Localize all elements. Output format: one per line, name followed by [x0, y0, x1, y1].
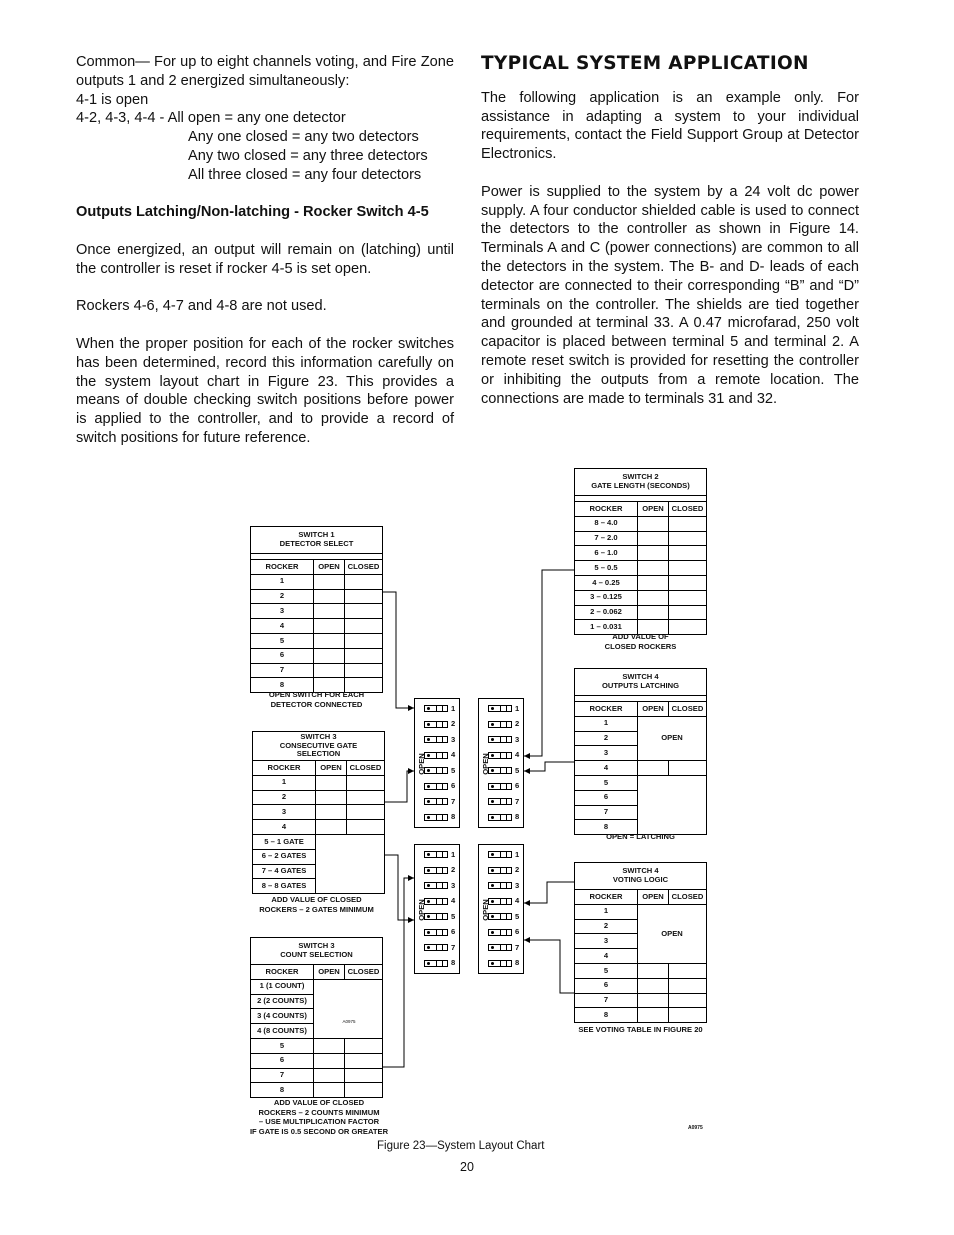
- switch2-note: ADD VALUE OF CLOSED ROCKERS: [604, 632, 677, 651]
- rocker-number: 1: [451, 703, 456, 713]
- rocker-number: 7: [451, 942, 456, 952]
- table-row: 3: [575, 746, 707, 761]
- switch2-col-rocker: ROCKER: [575, 502, 638, 517]
- table-row: 2 – 0.062: [575, 605, 707, 620]
- rocker-tab-icon: [500, 815, 507, 820]
- rocker-tab-icon: [436, 868, 443, 873]
- rocker-number: 8: [451, 958, 456, 967]
- table-row: 2: [575, 731, 707, 746]
- rocker-dot-icon: [427, 869, 430, 872]
- rocker-tab-icon: [436, 899, 443, 904]
- rocker-number: 7: [451, 796, 456, 806]
- rocker-switch-3[interactable]: [488, 882, 512, 889]
- rocker-dot-icon: [491, 869, 494, 872]
- figure-code: A0975: [688, 1125, 703, 1131]
- figure-caption: Figure 23—System Layout Chart: [377, 1140, 545, 1152]
- rocker-switch-8[interactable]: [488, 814, 512, 821]
- rocker-dot-icon: [491, 769, 494, 772]
- table-row: 5: [575, 775, 707, 790]
- dip-open-label: OPEN: [417, 753, 426, 775]
- table-row: 8 – 4.0: [575, 516, 707, 531]
- rocker-tab-icon: [500, 945, 507, 950]
- table-row: 4 – 0.25: [575, 575, 707, 590]
- rocker-tab-icon: [500, 852, 507, 857]
- rocker-switch-1[interactable]: [424, 705, 448, 712]
- rocker-switch-2[interactable]: [424, 867, 448, 874]
- switch3a-col-closed: CLOSED: [347, 761, 385, 776]
- rocker-dot-icon: [491, 946, 494, 949]
- line-any-two: Any two closed = any three detectors: [188, 147, 428, 164]
- switch2-subtitle: GATE LENGTH (SECONDS): [591, 481, 690, 490]
- rocker-number: 5: [451, 911, 456, 921]
- line-4-2: 4-2, 4-3, 4-4 - All open = any one detector: [76, 110, 346, 127]
- table-row: 1: [253, 775, 385, 790]
- rocker-tab-icon: [436, 883, 443, 888]
- rocker-tab-icon: [500, 883, 507, 888]
- rocker-dot-icon: [491, 754, 494, 757]
- section-heading: TYPICAL SYSTEM APPLICATION: [481, 53, 809, 74]
- rocker-switch-8[interactable]: [424, 960, 448, 967]
- table-row: 3: [253, 805, 385, 820]
- rocker-number: 4: [515, 896, 520, 905]
- table-row: 1: [251, 574, 383, 589]
- table-row: 1 (1 COUNT) A0975: [251, 979, 383, 994]
- rocker-dot-icon: [427, 900, 430, 903]
- rocker-tab-icon: [436, 799, 443, 804]
- latching-subheading: Outputs Latching/Non-latching - Rocker Switch 4-5: [76, 204, 429, 221]
- rocker-number: 6: [515, 927, 520, 936]
- line-all-three: All three closed = any four detectors: [188, 166, 422, 183]
- rocker-switch-2[interactable]: [424, 721, 448, 728]
- rocker-dot-icon: [427, 707, 430, 710]
- rocker-tab-icon: [500, 706, 507, 711]
- switch4a-open-label: OPEN: [638, 716, 707, 760]
- switch4a-col-closed: CLOSED: [669, 702, 707, 717]
- table-row: 4: [251, 619, 383, 634]
- rocker-number: 1: [515, 703, 520, 713]
- application-para-1: The following application is an example only. For assistance in adapting a system to your individual requirements, contact the Field Support Group at Detector Electronics.: [481, 89, 859, 163]
- rocker-dot-icon: [427, 853, 430, 856]
- rocker-dot-icon: [427, 754, 430, 757]
- switch3b-note: ADD VALUE OF CLOSED ROCKERS – 2 COUNTS MINIMUM – USE MULTIPLICATION FACTOR IF GATE IS 0.5 SECOND OR GREATER: [249, 1098, 389, 1136]
- table-row: 7 – 2.0: [575, 531, 707, 546]
- rocker-switch-8[interactable]: [488, 960, 512, 967]
- rocker-switch-6[interactable]: [424, 783, 448, 790]
- switch4b-col-open: OPEN: [638, 890, 669, 905]
- table-row: 2: [253, 790, 385, 805]
- rocker-switch-2[interactable]: [488, 721, 512, 728]
- rocker-number: 2: [515, 719, 520, 728]
- switch4b-open-label: OPEN: [638, 904, 707, 963]
- rocker-tab-icon: [500, 899, 507, 904]
- rocker-number: 8: [451, 812, 456, 821]
- rocker-tab-icon: [436, 852, 443, 857]
- rocker-tab-icon: [436, 722, 443, 727]
- rocker-number: 2: [451, 865, 456, 874]
- rocker-switch-7[interactable]: [424, 798, 448, 805]
- switch1-table: [250, 526, 383, 693]
- rocker-dot-icon: [427, 931, 430, 934]
- rocker-tab-icon: [500, 930, 507, 935]
- switch4a-col-rocker: ROCKER: [575, 702, 638, 717]
- table-row: 8: [251, 1083, 383, 1098]
- table-row: 6: [575, 978, 707, 993]
- rocker-tab-icon: [436, 945, 443, 950]
- rocker-switch-4[interactable]: [424, 752, 448, 759]
- rocker-dot-icon: [491, 738, 494, 741]
- rocker-tab-icon: [436, 753, 443, 758]
- rocker-number: 7: [515, 796, 520, 806]
- rocker-number: 6: [451, 927, 456, 936]
- rocker-dot-icon: [427, 915, 430, 918]
- switch3b-col-rocker: ROCKER: [251, 965, 314, 980]
- dip-open-label: OPEN: [481, 753, 490, 775]
- table-row: 8: [575, 1008, 707, 1023]
- table-row: 5: [251, 633, 383, 648]
- switch4a-note: OPEN = LATCHING: [606, 832, 675, 841]
- rocker-number: 1: [515, 849, 520, 859]
- common-text: Common— For up to eight channels voting, and Fire Zone outputs 1 and 2 energized simultaneously:: [76, 54, 454, 89]
- page-number: 20: [460, 1160, 474, 1174]
- rocker-number: 3: [515, 734, 520, 744]
- table-row: 3 – 0.125: [575, 590, 707, 605]
- rocker-tab-icon: [500, 737, 507, 742]
- rocker-tab-icon: [436, 706, 443, 711]
- dip-switch-block-2: [478, 698, 524, 828]
- rocker-number: 6: [515, 781, 520, 790]
- table-row: 5: [251, 1038, 383, 1053]
- table-row: 6 – 2 GATES: [253, 849, 385, 864]
- switch1-title: SWITCH 1: [298, 530, 335, 540]
- rocker-number: 7: [515, 942, 520, 952]
- table-row: 6: [251, 648, 383, 663]
- switch3-gate-table: SWITCH 3 CONSECUTIVE GATE SELECTION ROCKER OPEN CLOSED 1 2 3 4 5 – 1 GATE 6 – 2 GATES 7 – 4 GATES 8 – 8 GATES: [252, 731, 385, 894]
- rocker-dot-icon: [427, 723, 430, 726]
- rocker-switch-1[interactable]: [488, 705, 512, 712]
- rocker-dot-icon: [427, 785, 430, 788]
- rocker-tab-icon: [436, 784, 443, 789]
- rocker-switch-8[interactable]: [424, 814, 448, 821]
- switch1-note: OPEN SWITCH FOR EACH DETECTOR CONNECTED: [268, 690, 365, 709]
- switch4b-title: SWITCH 4: [622, 866, 659, 876]
- switch4b-col-closed: CLOSED: [669, 890, 707, 905]
- rocker-number: 8: [515, 812, 520, 821]
- switch3a-note: ADD VALUE OF CLOSED ROCKERS – 2 GATES MINIMUM: [259, 895, 374, 914]
- switch3b-col-open: OPEN: [314, 965, 345, 980]
- rocker-switch-6[interactable]: [488, 929, 512, 936]
- table-row: 5: [575, 963, 707, 978]
- rocker-dot-icon: [427, 738, 430, 741]
- rocker-number: 5: [451, 765, 456, 775]
- rocker-switch-7[interactable]: [488, 798, 512, 805]
- rocker-tab-icon: [436, 815, 443, 820]
- table-row: 2: [251, 589, 383, 604]
- table-row: 2: [575, 919, 707, 934]
- rocker-tab-icon: [500, 722, 507, 727]
- table-row: 7 – 4 GATES: [253, 864, 385, 879]
- switch1-col-open: OPEN: [314, 560, 345, 575]
- table-row: 4: [575, 761, 707, 776]
- rocker-switch-3[interactable]: [488, 736, 512, 743]
- switch4-voting-table: SWITCH 4 VOTING LOGIC ROCKER OPEN CLOSED 1 OPEN 2 3 4 5 6 7 8: [574, 862, 707, 1023]
- line-4-1: 4-1 is open: [76, 91, 149, 108]
- table-row: 2 (2 COUNTS): [251, 994, 383, 1009]
- rocker-switch-4[interactable]: [488, 752, 512, 759]
- rocker-number: 3: [515, 880, 520, 890]
- dip-switch-block-4: [478, 844, 524, 974]
- rocker-tab-icon: [500, 799, 507, 804]
- rocker-number: 1: [451, 849, 456, 859]
- record-text: When the proper position for each of the rocker switches has been determined, record this information carefully on the system layout chart in Figure 23. This provides a means of double checking switch positions before power is applied to the controller, and to provide a record of switch positions for future reference.: [76, 335, 454, 446]
- rocker-number: 4: [515, 750, 520, 759]
- rocker-switch-3[interactable]: [424, 736, 448, 743]
- switch1-col-rocker: ROCKER: [251, 560, 314, 575]
- switch4b-col-rocker: ROCKER: [575, 890, 638, 905]
- count-table-code: A0975: [342, 1018, 356, 1024]
- rocker-dot-icon: [491, 723, 494, 726]
- table-row: 6 – 1.0: [575, 546, 707, 561]
- switch1-subtitle: DETECTOR SELECT: [279, 539, 354, 548]
- rocker-tab-icon: [500, 914, 507, 919]
- table-row: 4 (8 COUNTS): [251, 1024, 383, 1039]
- rocker-switch-1[interactable]: [488, 851, 512, 858]
- table-row: 8: [251, 678, 383, 693]
- rocker-dot-icon: [427, 884, 430, 887]
- table-row: 4: [575, 949, 707, 964]
- rocker-dot-icon: [427, 800, 430, 803]
- table-row: 6: [251, 1053, 383, 1068]
- rocker-tab-icon: [436, 961, 443, 966]
- rocker-switch-3[interactable]: [424, 882, 448, 889]
- rocker-switch-5[interactable]: [488, 913, 512, 920]
- switch4-latching-table: SWITCH 4 OUTPUTS LATCHING ROCKER OPEN CLOSED 1 OPEN 2 3 4 5 6 7 8: [574, 668, 707, 835]
- rocker-tab-icon: [436, 768, 443, 773]
- rocker-number: 8: [515, 958, 520, 967]
- rocker-number: 5: [515, 765, 520, 775]
- rocker-number: 3: [451, 734, 456, 744]
- rocker-switch-5[interactable]: [424, 913, 448, 920]
- switch2-col-open: OPEN: [638, 502, 669, 517]
- switch4b-note: SEE VOTING TABLE IN FIGURE 20: [578, 1025, 703, 1034]
- rocker-dot-icon: [491, 853, 494, 856]
- dip-open-label: OPEN: [417, 899, 426, 921]
- switch3b-col-closed: CLOSED: [345, 965, 383, 980]
- rocker-switch-4[interactable]: [488, 898, 512, 905]
- table-row: 3 (4 COUNTS): [251, 1009, 383, 1024]
- table-row: 7: [575, 993, 707, 1008]
- dip-switch-block-3: [414, 844, 460, 974]
- table-row: 8: [575, 820, 707, 835]
- dip-open-label: OPEN: [481, 899, 490, 921]
- rocker-switch-7[interactable]: [488, 944, 512, 951]
- rocker-switch-6[interactable]: [488, 783, 512, 790]
- table-row: 7: [575, 805, 707, 820]
- table-row: 1 OPEN: [575, 904, 707, 919]
- rocker-dot-icon: [427, 962, 430, 965]
- table-row: 7: [251, 663, 383, 678]
- rocker-switch-2[interactable]: [488, 867, 512, 874]
- rocker-number: 6: [451, 781, 456, 790]
- table-row: 3: [575, 934, 707, 949]
- latching-text: Once energized, an output will remain on (latching) until the controller is reset if rocker 4-5 is set open.: [76, 241, 454, 277]
- rocker-dot-icon: [491, 931, 494, 934]
- switch2-title: SWITCH 2: [622, 472, 659, 482]
- rocker-number: 3: [451, 880, 456, 890]
- rocker-tab-icon: [500, 961, 507, 966]
- rocker-dot-icon: [491, 915, 494, 918]
- rocker-tab-icon: [500, 784, 507, 789]
- rocker-number: 2: [451, 719, 456, 728]
- rocker-dot-icon: [427, 769, 430, 772]
- switch4a-col-open: OPEN: [638, 702, 669, 717]
- table-row: 5 – 1 GATE: [253, 834, 385, 849]
- rocker-switch-4[interactable]: [424, 898, 448, 905]
- table-row: 6: [575, 790, 707, 805]
- switch3a-col-open: OPEN: [316, 761, 347, 776]
- table-row: 1 – 0.031: [575, 620, 707, 635]
- switch2-col-closed: CLOSED: [669, 502, 707, 517]
- application-para-2: Power is supplied to the system by a 24 volt dc power supply. A four conductor shielded cable is used to connect the detectors to the controller as shown in Figure 14. Terminals A and C (power connections) are common to all the detectors in the system. The B- and D- leads of each detector are connected to their corresponding “B” and “D” terminals on the controller. The shields are tied together and grounded at terminal 33. A 0.47 microfarad, 250 volt capacitor is placed between terminal 5 and terminal 2. A remote reset switch is provided for resetting the controller or inhibiting the outputs from a remote location. The connections are made to terminals 31 and 32.: [481, 183, 859, 407]
- rocker-tab-icon: [500, 768, 507, 773]
- rocker-dot-icon: [491, 900, 494, 903]
- table-row: 7: [251, 1068, 383, 1083]
- table-row: 5 – 0.5: [575, 561, 707, 576]
- rocker-number: 5: [515, 911, 520, 921]
- dip-switch-block-1: [414, 698, 460, 828]
- switch2-table: [574, 468, 707, 635]
- rocker-dot-icon: [491, 707, 494, 710]
- rocker-tab-icon: [500, 868, 507, 873]
- rocker-tab-icon: [436, 737, 443, 742]
- rocker-dot-icon: [427, 946, 430, 949]
- rocker-dot-icon: [491, 800, 494, 803]
- switch3a-col-rocker: ROCKER: [253, 761, 316, 776]
- switch3b-title: SWITCH 3: [298, 941, 335, 951]
- switch4a-title: SWITCH 4: [622, 672, 659, 682]
- rocker-tab-icon: [500, 753, 507, 758]
- rocker-dot-icon: [491, 816, 494, 819]
- rocker-switch-5[interactable]: [488, 767, 512, 774]
- table-row: 3: [251, 604, 383, 619]
- switch3a-title: SWITCH 3: [300, 731, 337, 741]
- rocker-tab-icon: [436, 930, 443, 935]
- rocker-dot-icon: [491, 962, 494, 965]
- rocker-dot-icon: [491, 884, 494, 887]
- rocker-tab-icon: [436, 914, 443, 919]
- table-row: 4: [253, 820, 385, 835]
- rocker-dot-icon: [491, 785, 494, 788]
- rocker-switch-1[interactable]: [424, 851, 448, 858]
- rocker-switch-6[interactable]: [424, 929, 448, 936]
- table-row: 1 OPEN: [575, 716, 707, 731]
- line-any-one: Any one closed = any two detectors: [188, 129, 419, 146]
- rocker-dot-icon: [427, 816, 430, 819]
- switch3-count-table: SWITCH 3 COUNT SELECTION ROCKER OPEN CLOSED 1 (1 COUNT) A0975 2 (2 COUNTS) 3 (4 COUNTS) 4 (8 COUNTS) 5 6 7 8: [250, 937, 383, 1098]
- rocker-switch-5[interactable]: [424, 767, 448, 774]
- rocker-number: 4: [451, 750, 456, 759]
- rockers-unused-text: Rockers 4-6, 4-7 and 4-8 are not used.: [76, 298, 327, 315]
- rocker-number: 2: [515, 865, 520, 874]
- rocker-number: 4: [451, 896, 456, 905]
- rocker-switch-7[interactable]: [424, 944, 448, 951]
- switch1-col-closed: CLOSED: [345, 560, 383, 575]
- table-row: 8 – 8 GATES: [253, 879, 385, 894]
